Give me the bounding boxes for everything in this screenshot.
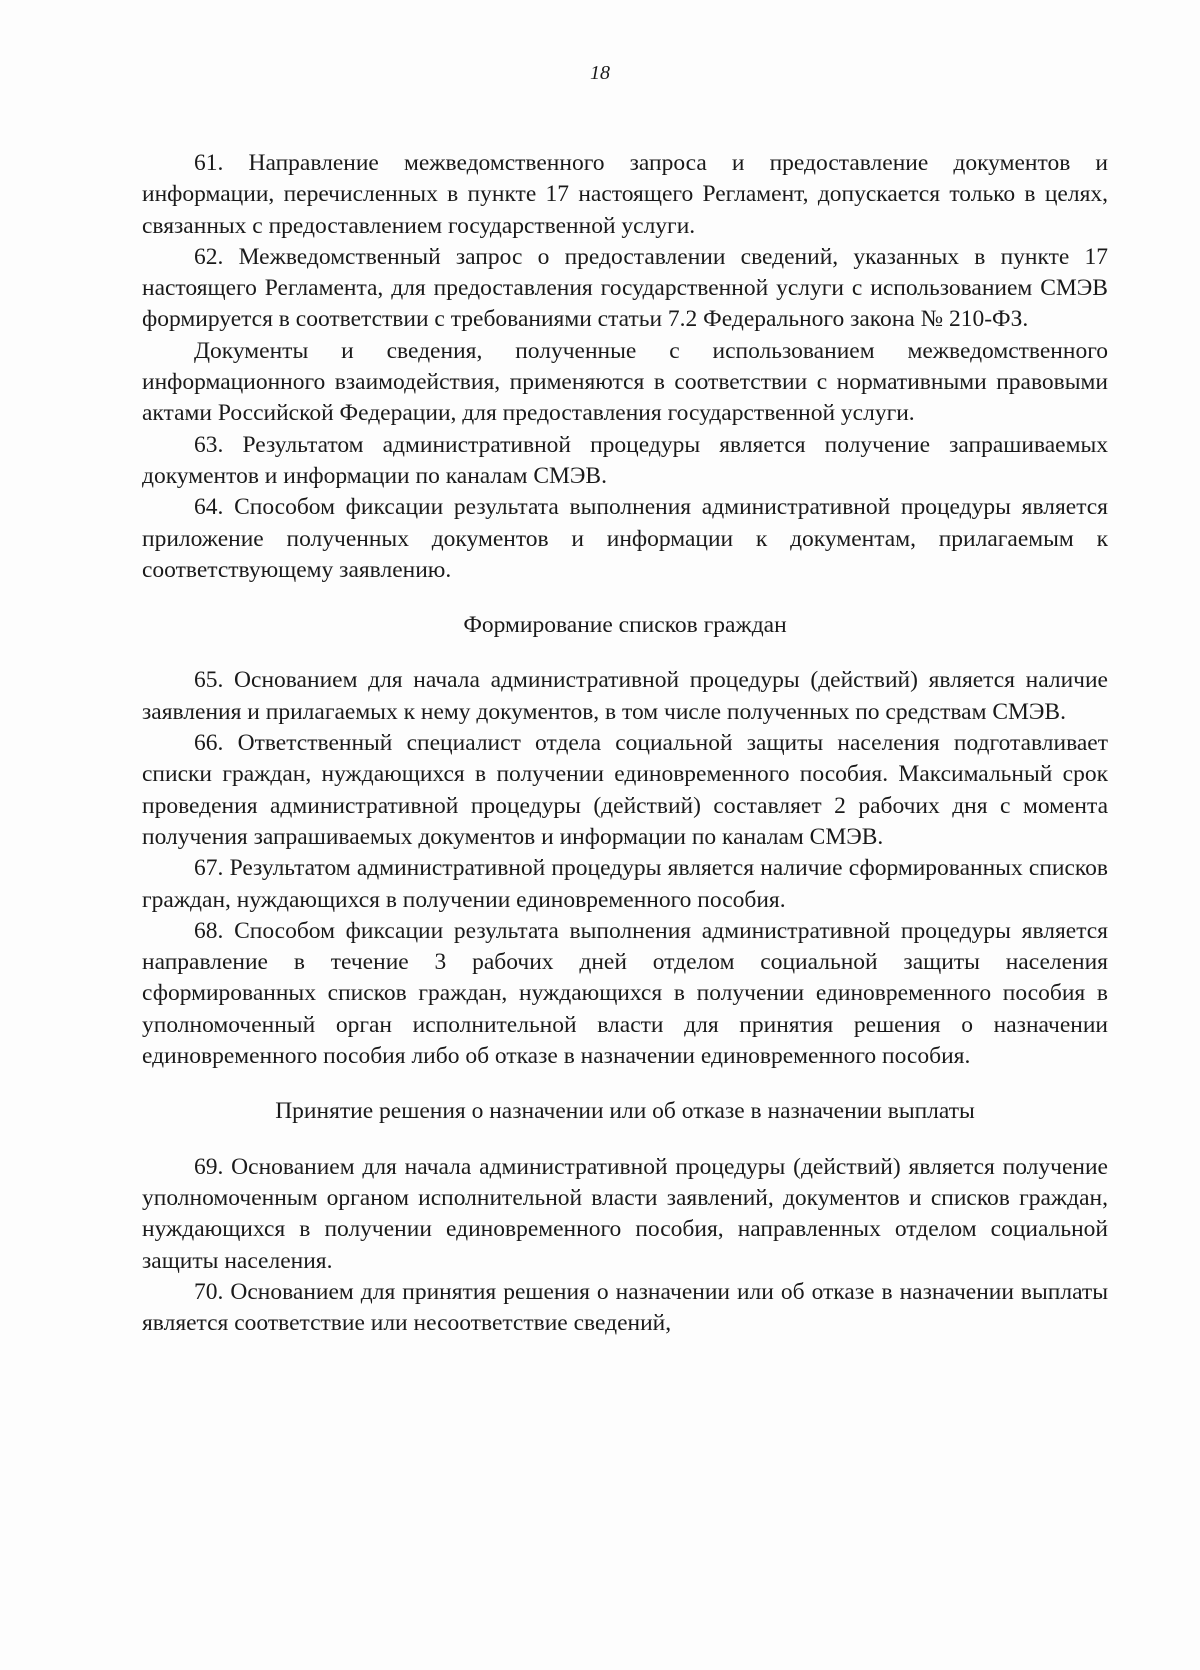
paragraph-70: 70. Основанием для принятия решения о назначении или об отказе в назначении выплаты является соответствие или несоответствие сведений, — [142, 1278, 1108, 1337]
paragraph-61: 61. Направление межведомственного запроса и предоставление документов и информации, перечисленных в пункте 17 настоящего Регламент, допускается только в целях, связанных с предоставлением государственной услуги. — [142, 150, 1108, 239]
spacer — [142, 641, 1108, 665]
paragraph-62: 62. Межведомственный запрос о предоставлении сведений, указанных в пункте 17 настоящего Регламента, для предоставления государственной услуги с использованием СМЭВ формируется в соответствии с требованиями статьи 7.2 Федерального закона № 210-ФЗ. — [142, 243, 1108, 333]
paragraph-66: 66. Ответственный специалист отдела социальной защиты населения подготавливает списки граждан, нуждающихся в получении единовременного пособия. Максимальный срок проведения административной процедуры (действий) составляет 2 рабочих дня с момента получения запрашиваемых документов и информации по каналам СМЭВ. — [142, 730, 1108, 850]
document-body — [142, 148, 1108, 1339]
spacer — [142, 1072, 1108, 1096]
paragraph-63: 63. Результатом административной процедуры является получение запрашиваемых документов и информации по каналам СМЭВ. — [142, 431, 1108, 489]
paragraph-69: 69. Основанием для начала административной процедуры (действий) является получение уполномоченным органом исполнительной власти заявлений, документов и списков граждан, нуждающихся в получении единовременного пособия, направленных отделом социальной защиты населения. — [142, 1153, 1108, 1274]
paragraph-documents-info: Документы и сведения, полученные с использованием межведомственного информационного взаимодействия, применяются в соответствии с нормативными правовыми актами Российской Федерации, для предоставления государственной услуги. — [142, 337, 1108, 427]
paragraph-67: 67. Результатом административной процедуры является наличие сформированных списков граждан, нуждающихся в получении единовременного пособия. — [142, 855, 1108, 913]
spacer — [142, 1128, 1108, 1152]
paragraph-64: 64. Способом фиксации результата выполнения административной процедуры является приложение полученных документов и информации к документам, прилагаемым к соответствующему заявлению. — [142, 494, 1108, 583]
section-heading-lists: Формирование списков граждан — [463, 612, 787, 639]
section-heading-decision: Принятие решения о назначении или об отказе в назначении выплаты — [275, 1098, 975, 1125]
paragraph-68: 68. Способом фиксации результата выполнения административной процедуры является направление в течение 3 рабочих дней отделом социальной защиты населения сформированных списков граждан, нуждающихся в получении единовременного пособия в уполномоченный орган исполнительной власти для принятия решения о назначении единовременного пособия либо об отказе в назначении единовременного пособия. — [142, 917, 1108, 1070]
page-number: 18 — [590, 62, 610, 84]
paragraph-65: 65. Основанием для начала административной процедуры (действий) является наличие заявления и прилагаемых к нему документов, в том числе полученных по средствам СМЭВ. — [142, 667, 1108, 725]
spacer — [142, 586, 1108, 610]
